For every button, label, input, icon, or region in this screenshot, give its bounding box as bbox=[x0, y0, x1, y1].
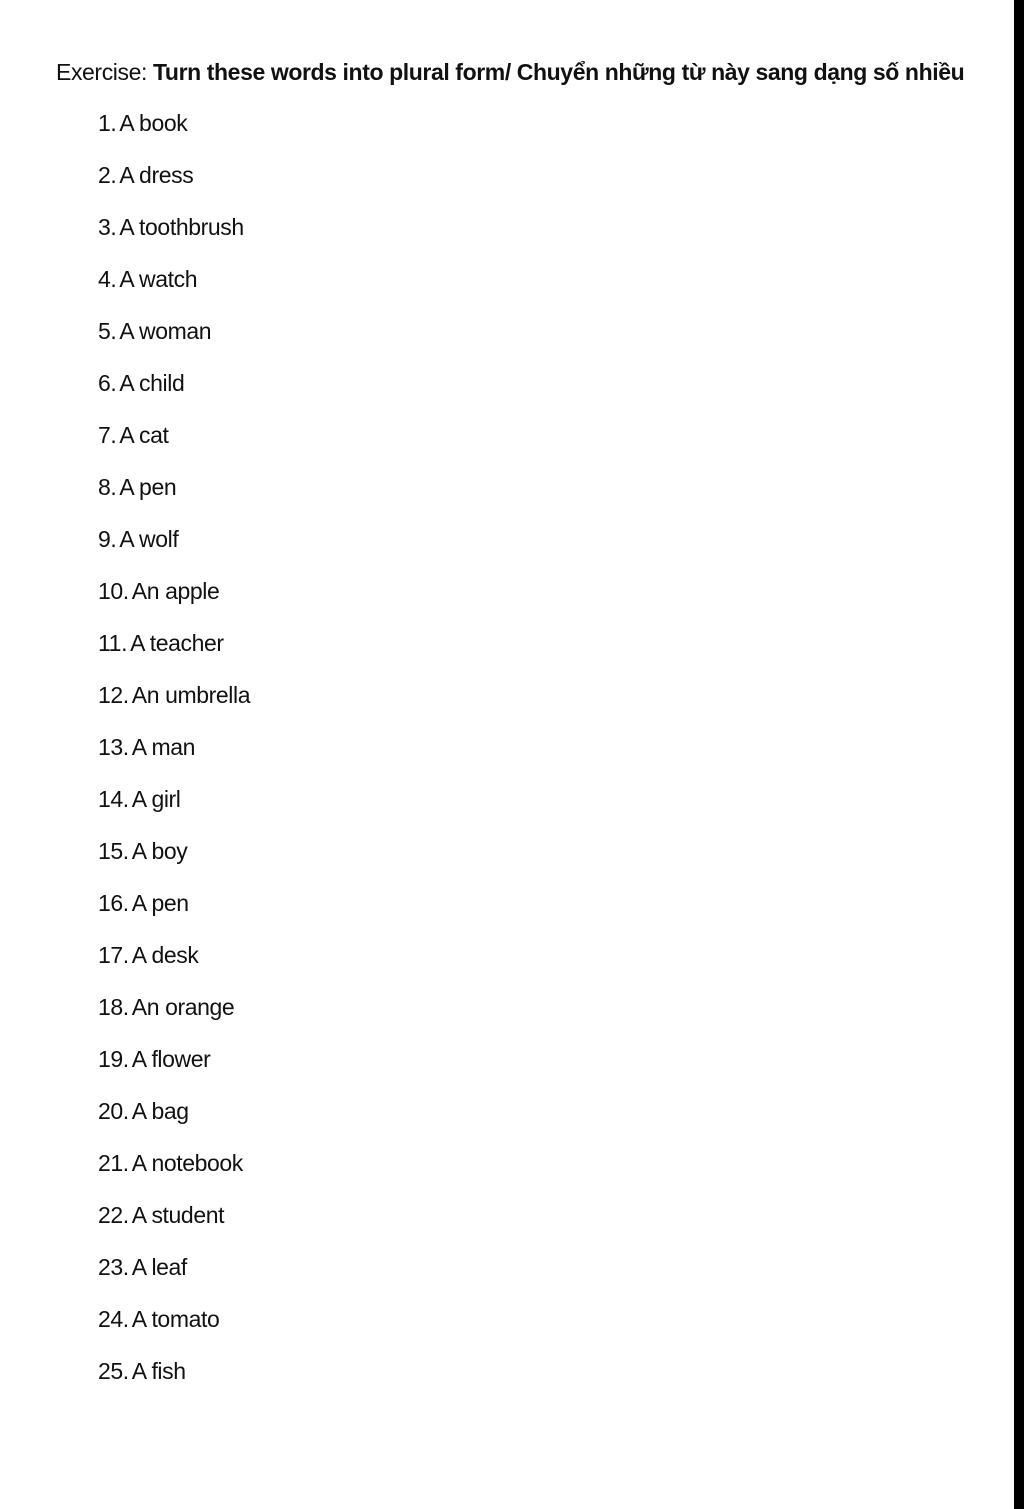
list-item bbox=[98, 990, 250, 1042]
list-item bbox=[98, 158, 250, 210]
item-number: 19. bbox=[98, 1046, 129, 1072]
item-word: A dress bbox=[119, 162, 194, 188]
item-number: 4. bbox=[98, 266, 117, 292]
list-item bbox=[98, 938, 250, 990]
item-number: 14. bbox=[98, 786, 129, 812]
exercise-heading bbox=[56, 56, 964, 88]
item-word: An apple bbox=[131, 578, 220, 604]
item-word: A desk bbox=[131, 942, 199, 968]
item-number: 13. bbox=[98, 734, 129, 760]
list-item bbox=[98, 626, 250, 678]
list-item bbox=[98, 678, 250, 730]
list-item bbox=[98, 366, 250, 418]
item-word: A pen bbox=[131, 890, 189, 916]
item-word: A fish bbox=[131, 1358, 186, 1384]
item-word: A tomato bbox=[131, 1306, 220, 1332]
item-word: A girl bbox=[131, 786, 181, 812]
item-word: A watch bbox=[119, 266, 198, 292]
item-number: 10. bbox=[98, 578, 129, 604]
item-word: A toothbrush bbox=[119, 214, 244, 240]
item-word: A woman bbox=[119, 318, 212, 344]
list-item bbox=[98, 262, 250, 314]
item-number: 3. bbox=[98, 214, 117, 240]
item-number: 17. bbox=[98, 942, 129, 968]
list-item bbox=[98, 1042, 250, 1094]
item-number: 7. bbox=[98, 422, 117, 448]
item-number: 8. bbox=[98, 474, 117, 500]
item-word: A pen bbox=[119, 474, 177, 500]
item-number: 1. bbox=[98, 110, 117, 136]
item-word: A student bbox=[131, 1202, 225, 1228]
item-number: 15. bbox=[98, 838, 129, 864]
item-word: A wolf bbox=[119, 526, 179, 552]
list-item bbox=[98, 730, 250, 782]
list-item bbox=[98, 106, 250, 158]
item-word: A cat bbox=[119, 422, 169, 448]
item-word: A notebook bbox=[131, 1150, 243, 1176]
list-item bbox=[98, 782, 250, 834]
item-number: 20. bbox=[98, 1098, 129, 1124]
item-number: 24. bbox=[98, 1306, 129, 1332]
item-number: 18. bbox=[98, 994, 129, 1020]
item-word: A man bbox=[131, 734, 195, 760]
item-number: 23. bbox=[98, 1254, 129, 1280]
list-item bbox=[98, 470, 250, 522]
list-item bbox=[98, 418, 250, 470]
list-item bbox=[98, 314, 250, 366]
item-number: 11. bbox=[98, 630, 128, 656]
list-item bbox=[98, 574, 250, 626]
item-word: A bag bbox=[131, 1098, 189, 1124]
list-item bbox=[98, 1094, 250, 1146]
list-item bbox=[98, 522, 250, 574]
item-word: An umbrella bbox=[131, 682, 251, 708]
item-number: 25. bbox=[98, 1358, 129, 1384]
exercise-word-list bbox=[98, 106, 250, 1406]
list-item bbox=[98, 886, 250, 938]
item-number: 9. bbox=[98, 526, 117, 552]
list-item bbox=[98, 1146, 250, 1198]
list-item bbox=[98, 1198, 250, 1250]
list-item bbox=[98, 1250, 250, 1302]
item-word: A boy bbox=[131, 838, 188, 864]
item-word: A flower bbox=[131, 1046, 211, 1072]
exercise-instruction: Turn these words into plural form/ Chuyển những từ này sang dạng số nhiều bbox=[152, 59, 965, 85]
item-word: A leaf bbox=[131, 1254, 187, 1280]
item-number: 6. bbox=[98, 370, 117, 396]
list-item bbox=[98, 210, 250, 262]
list-item bbox=[98, 1302, 250, 1354]
exercise-prefix: Exercise: bbox=[56, 59, 147, 85]
item-word: A book bbox=[119, 110, 188, 136]
item-number: 2. bbox=[98, 162, 117, 188]
item-number: 5. bbox=[98, 318, 117, 344]
item-word: A child bbox=[119, 370, 185, 396]
list-item bbox=[98, 834, 250, 886]
item-number: 21. bbox=[98, 1150, 129, 1176]
item-word: A teacher bbox=[130, 630, 224, 656]
item-number: 12. bbox=[98, 682, 129, 708]
item-number: 16. bbox=[98, 890, 129, 916]
item-number: 22. bbox=[98, 1202, 129, 1228]
list-item bbox=[98, 1354, 250, 1406]
item-word: An orange bbox=[131, 994, 235, 1020]
